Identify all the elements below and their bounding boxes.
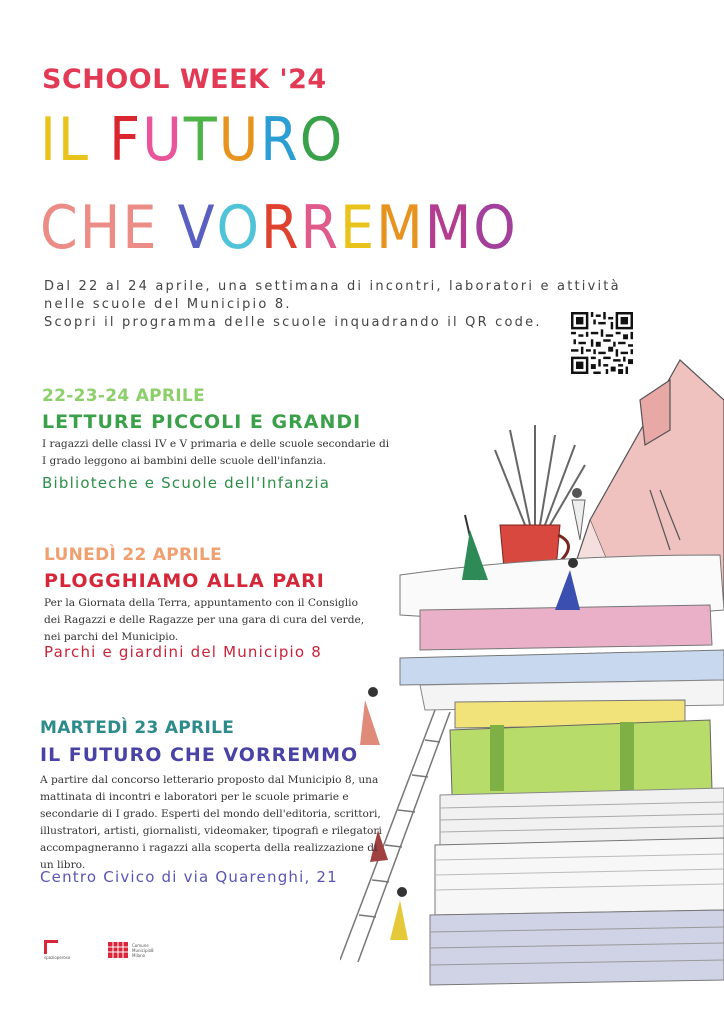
logo1-text: spazioperoso	[44, 955, 71, 960]
event3-description: A partire dal concorso letterario proposto dal Municipio 8, una mattinata di incontri e laboratori per le scuole primarie e secondarie di I grado. Esperti del mondo dell'editoria, scrittori, illustratori, artisti, giornalisti, videomaker, tipografi e rilegatori accompagneranno i ragazzi alla scoperta della realizzazione di un libro.	[40, 774, 382, 871]
title-letter: C	[40, 193, 80, 263]
municipio-logo	[108, 940, 158, 962]
title-letter: T	[183, 105, 219, 175]
title-letter: O	[299, 105, 345, 175]
intro-text	[44, 278, 644, 332]
main-title-line2	[40, 193, 518, 263]
title-letter: F	[109, 105, 143, 175]
event3-title: IL FUTURO CHE VORREMMO	[40, 744, 359, 766]
event3-place: Centro Civico di via Quarenghi, 21	[40, 868, 338, 886]
books-illustration	[340, 340, 724, 1000]
event2-date: LUNEDÌ 22 APRILE	[44, 545, 223, 565]
book-green	[450, 720, 712, 795]
intro-line: Dal 22 al 24 aprile, una settimana di incontri, laboratori e attività	[44, 279, 621, 294]
event1-place: Biblioteche e Scuole dell'Infanzia	[42, 474, 331, 492]
logo2-text: Comune Municipio8 Milano	[132, 943, 154, 958]
book-pink	[420, 605, 712, 650]
title-letter: R	[260, 193, 301, 263]
title-letter: O	[216, 193, 261, 263]
book-bottom-1	[435, 838, 724, 915]
title-letter: I	[40, 105, 58, 175]
main-title-line1	[40, 105, 345, 175]
title-letter: U	[218, 105, 261, 175]
kicker-title: SCHOOL WEEK '24	[42, 64, 327, 95]
spazioperoso-logo	[44, 940, 88, 962]
title-letter: M	[424, 193, 474, 263]
event2-place: Parchi e giardini del Municipio 8	[44, 643, 323, 661]
intro-line: nelle scuole del Municipio 8.	[44, 297, 292, 312]
title-letter: O	[473, 193, 518, 263]
title-letter: R	[300, 193, 340, 263]
title-letter: E	[122, 193, 159, 263]
event1-date: 22-23-24 APRILE	[42, 386, 205, 406]
event1-description: I ragazzi delle classi IV e V primaria e delle scuole secondarie di I grado leggono ai bambini delle scuole dell'infanzia.	[42, 438, 390, 467]
event3-date: MARTEDÌ 23 APRILE	[40, 718, 235, 738]
event1-title: LETTURE PICCOLI E GRANDI	[42, 411, 362, 433]
event2-description: Per la Giornata della Terra, appuntamento con il Consiglio dei Ragazzi e delle Ragazze per una gara di cura del verde, nei parchi del Municipio.	[44, 597, 365, 643]
title-letter	[158, 198, 177, 258]
title-letter: U	[142, 105, 184, 175]
book-blue	[400, 650, 724, 685]
intro-line: Scopri il programma delle scuole inquadrando il QR code.	[44, 315, 542, 330]
event2-title: PLOGGHIAMO ALLA PARI	[44, 570, 325, 592]
title-letter: V	[177, 193, 217, 263]
title-letter	[90, 110, 109, 170]
pencil-cup	[495, 425, 585, 580]
title-letter: L	[57, 105, 90, 175]
title-letter: M	[376, 193, 425, 263]
title-letter: H	[79, 193, 123, 263]
title-letter: R	[260, 105, 300, 175]
municipio-mark-icon	[108, 940, 128, 960]
title-letter: E	[339, 193, 377, 263]
